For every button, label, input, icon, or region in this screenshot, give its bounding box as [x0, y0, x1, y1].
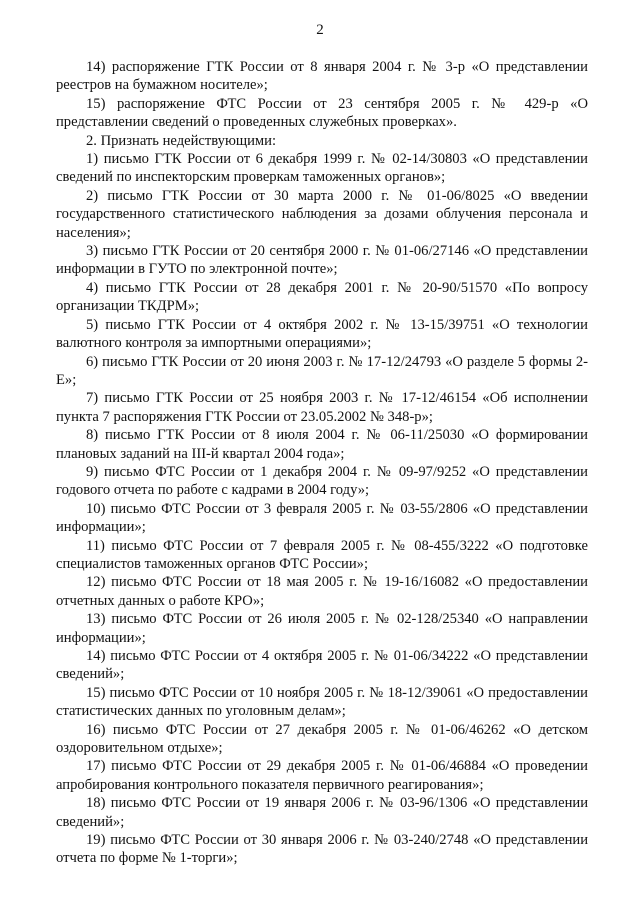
letter-item-18: 18) письмо ФТС России от 19 января 2006 г. № 03-96/1306 «О представлении сведений»; — [56, 795, 588, 830]
letter-item-7: 7) письмо ГТК России от 25 ноября 2003 г. № 17-12/46154 «Об исполнении пункта 7 распоряжения ГТК России от 23.05.2002 № 348-р»; — [56, 390, 588, 425]
letter-item-4: 4) письмо ГТК России от 28 декабря 2001 г. № 20-90/51570 «По вопросу организации ТКДРМ»; — [56, 279, 588, 315]
letter-item-3: 3) письмо ГТК России от 20 сентября 2000 г. № 01-06/27146 «О представлении информации в ГУТО по электронной почте»; — [56, 243, 588, 278]
order-item-14: 14) распоряжение ГТК России от 8 января 2004 г. № 3-р «О представлении реестров на бумажном носителе»; — [56, 59, 588, 94]
letter-item-10: 10) письмо ФТС России от 3 февраля 2005 г. № 03-55/2806 «О представлении информации»; — [56, 500, 588, 536]
letter-item-19: 19) письмо ФТС России от 30 января 2006 г. № 03-240/2748 «О представлении отчета по форме № 1-торги»; — [56, 832, 588, 867]
letter-item-9: 9) письмо ФТС России от 1 декабря 2004 г. № 09-97/9252 «О представлении годового отчета по работе с кадрами в 2004 году»; — [56, 463, 588, 499]
letter-item-17: 17) письмо ФТС России от 29 декабря 2005 г. № 01-06/46884 «О проведении апробирования контрольного показателя первичного реагирования»; — [56, 758, 588, 793]
letter-item-5: 5) письмо ГТК России от 4 октября 2002 г. № 13-15/39751 «О технологии валютного контроля за импортными операциями»; — [56, 316, 588, 352]
letter-item-1: 1) письмо ГТК России от 6 декабря 1999 г. № 02-14/30803 «О представлении сведений по инспекторским проверкам таможенных органов»; — [56, 151, 588, 186]
letter-item-6: 6) письмо ГТК России от 20 июня 2003 г. № 17-12/24793 «О разделе 5 формы 2-Е»; — [56, 353, 588, 388]
section-heading-invalidate: 2. Признать недействующими: — [86, 132, 276, 149]
letter-item-16: 16) письмо ФТС России от 27 декабря 2005 г. № 01-06/46262 «О детском оздоровительном отдыхе»; — [56, 721, 588, 757]
letter-item-11: 11) письмо ФТС России от 7 февраля 2005 г. № 08-455/3222 «О подготовке специалистов таможенных органов ФТС России»; — [56, 537, 588, 572]
order-item-15: 15) распоряжение ФТС России от 23 сентября 2005 г. № 429-р «О представлении сведений о проведенных служебных проверках». — [56, 95, 588, 131]
letter-item-8: 8) письмо ГТК России от 8 июля 2004 г. № 06-11/25030 «О формировании плановых заданий на III-й квартал 2004 года»; — [56, 427, 588, 462]
document-body — [56, 58, 588, 868]
page-number: 2 — [316, 22, 324, 38]
letter-item-13: 13) письмо ФТС России от 26 июля 2005 г. № 02-128/25340 «О направлении информации»; — [56, 611, 588, 646]
letter-item-12: 12) письмо ФТС России от 18 мая 2005 г. № 19-16/16082 «О предоставлении отчетных данных о работе КРО»; — [56, 574, 588, 609]
letter-item-15: 15) письмо ФТС России от 10 ноября 2005 г. № 18-12/39061 «О предоставлении статистических данных по уголовным делам»; — [56, 684, 588, 720]
letter-item-2: 2) письмо ГТК России от 30 марта 2000 г. № 01-06/8025 «О введении государственного статистического наблюдения за дозами облучения персонала и населения»; — [56, 187, 588, 241]
letter-item-14: 14) письмо ФТС России от 4 октября 2005 г. № 01-06/34222 «О представлении сведений»; — [56, 648, 588, 683]
